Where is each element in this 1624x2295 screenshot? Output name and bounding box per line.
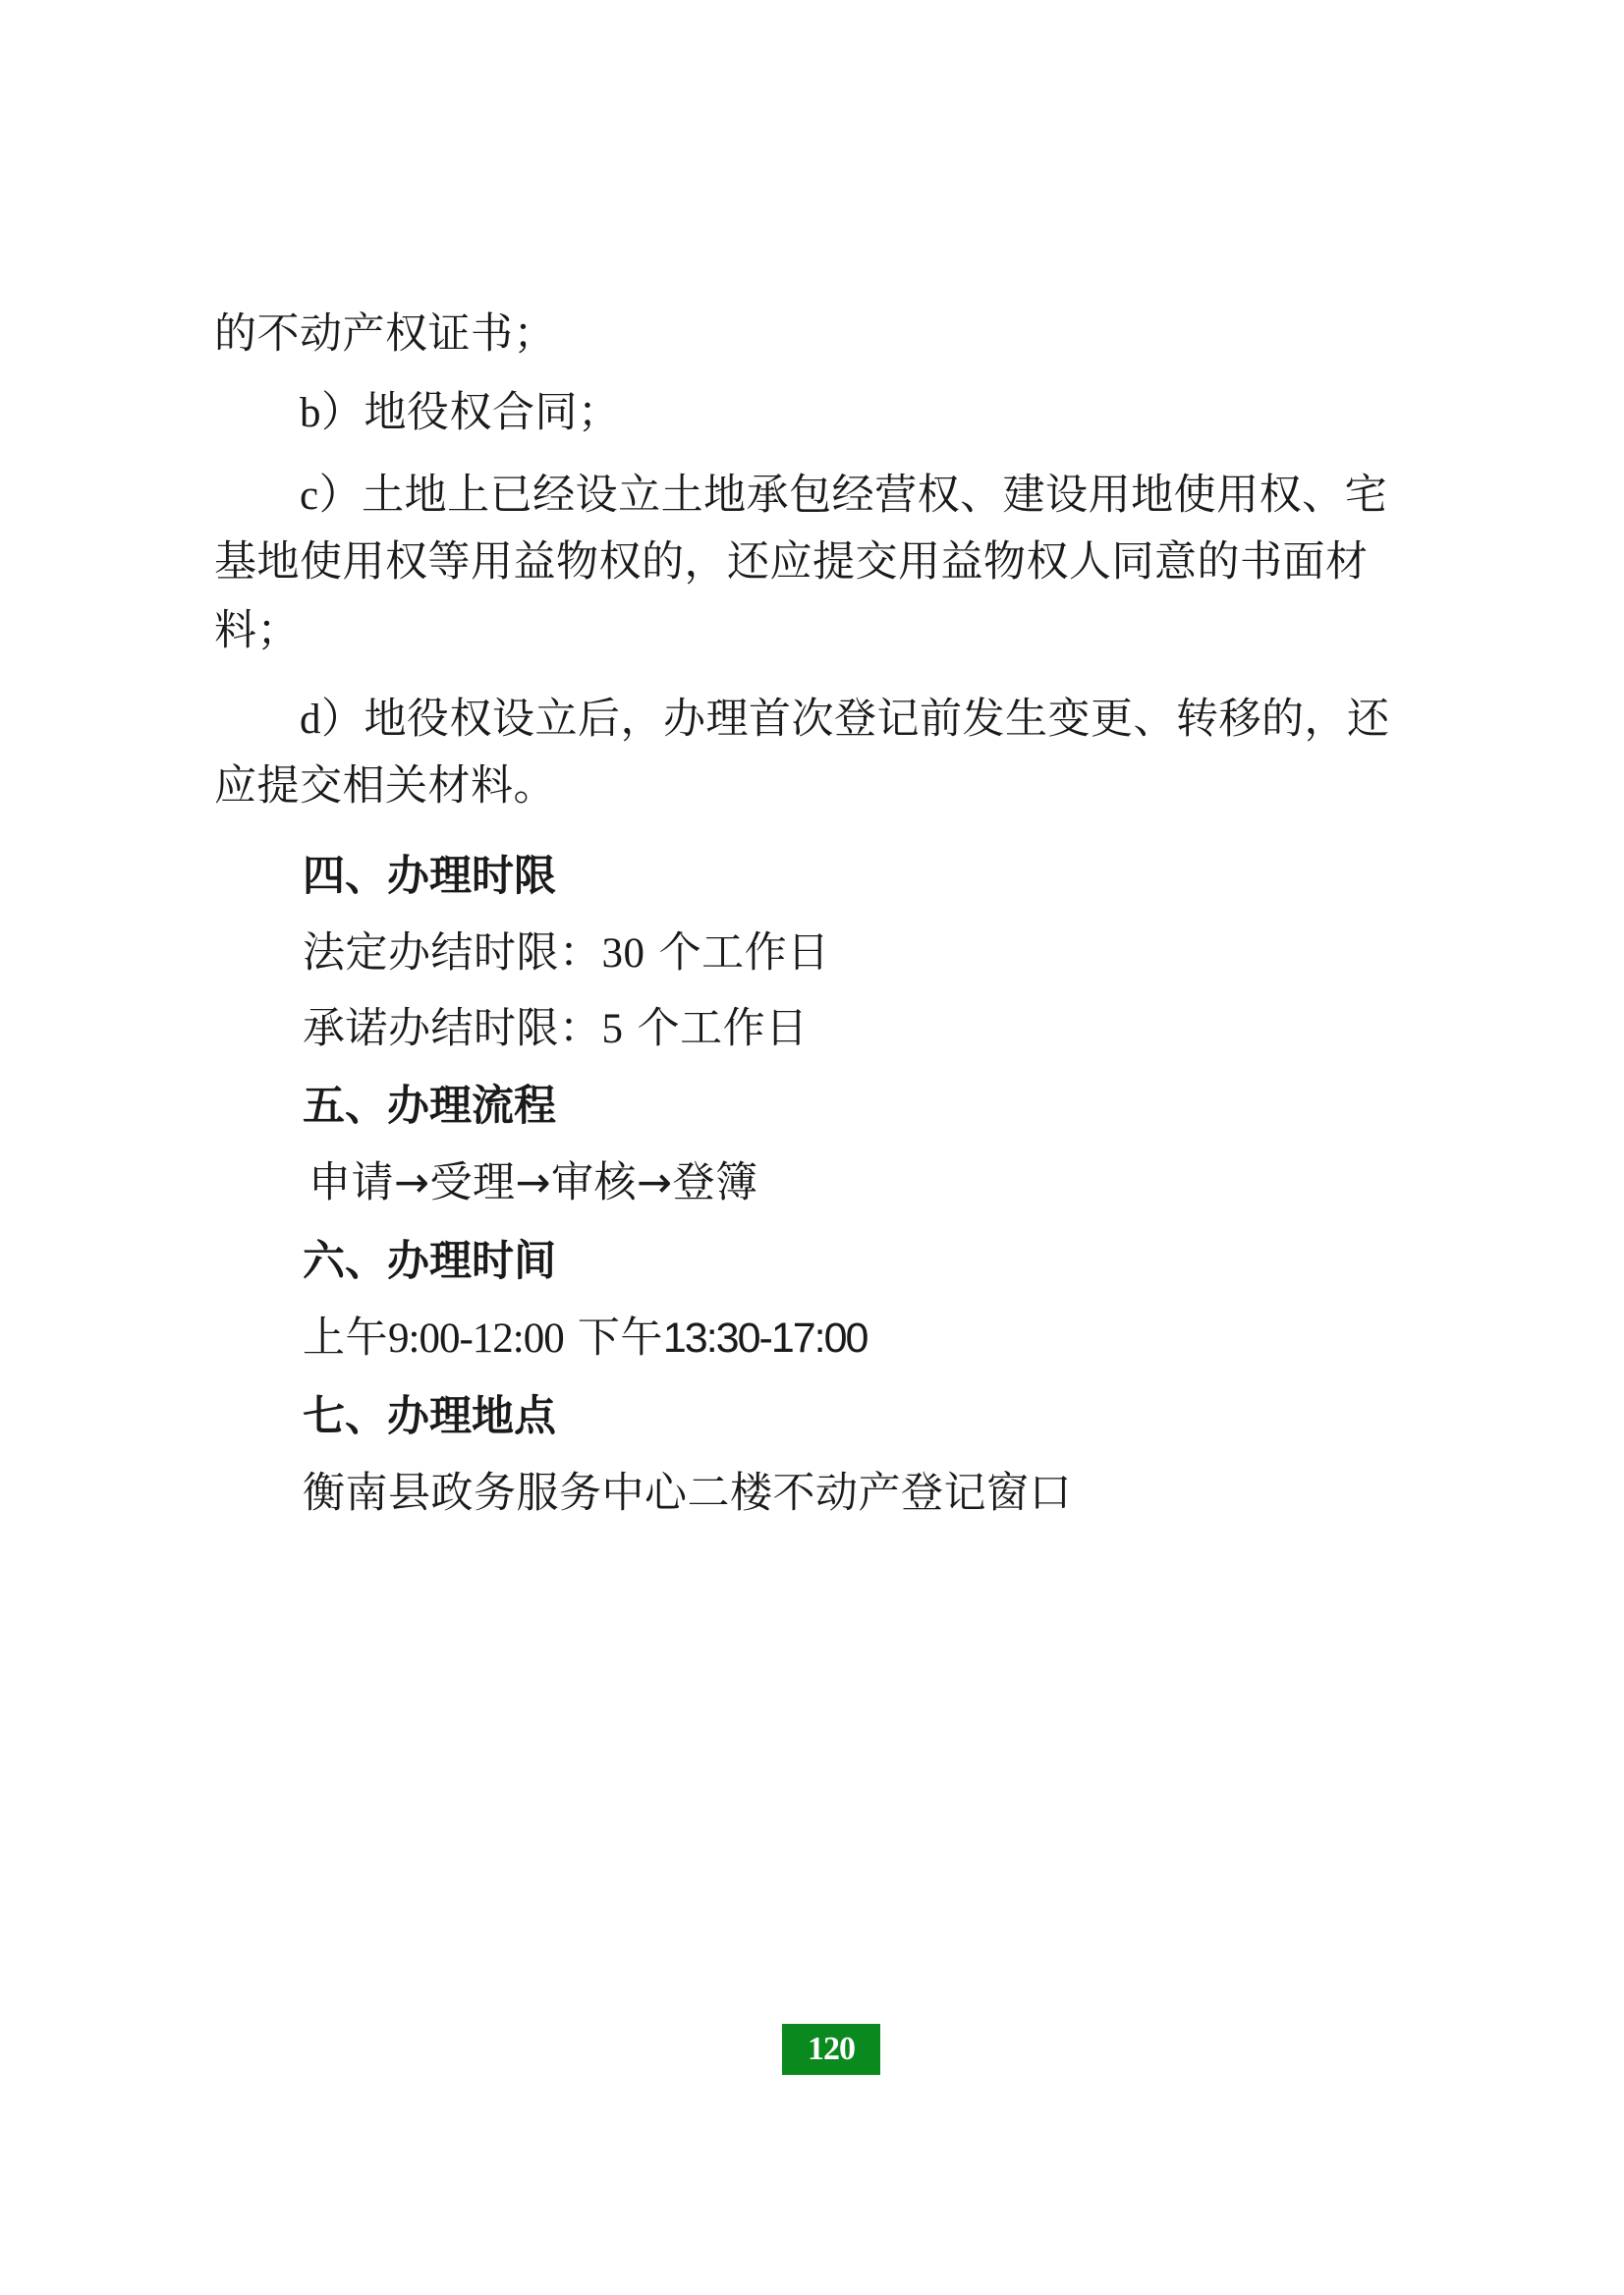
promised-limit-unit: 个工作日 — [623, 1004, 809, 1053]
legal-time-limit — [303, 927, 830, 980]
paragraph-line — [214, 536, 1369, 588]
pm-time: 13:30-17:00 — [662, 1315, 868, 1362]
page-number-badge: 120 — [782, 2024, 880, 2075]
pm-label: 下午 — [563, 1314, 663, 1363]
text-line: 料； — [214, 606, 300, 655]
list-marker: c） — [300, 473, 363, 519]
legal-limit-unit: 个工作日 — [644, 928, 830, 978]
list-marker: d） — [300, 697, 364, 743]
am-time: 9:00-12:00 — [388, 1315, 564, 1362]
promised-limit-label: 承诺办结时限： — [303, 1004, 602, 1053]
text-line: 土地上已经设立土地承包经营权、建设用地使用权、宅 — [362, 471, 1388, 520]
list-item-c — [300, 470, 1387, 522]
section-heading-time-limit: 四、办理时限 — [303, 852, 556, 901]
text-line: 地役权合同； — [364, 388, 621, 437]
paragraph-line — [214, 605, 300, 656]
section-heading-process: 五、办理流程 — [303, 1082, 556, 1131]
office-address: 衡南县政务服务中心二楼不动产登记窗口 — [303, 1469, 1072, 1518]
legal-limit-number: 30 — [601, 930, 645, 977]
section-heading-location: 七、办理地点 — [303, 1392, 556, 1441]
paragraph-line — [214, 308, 556, 360]
list-item-b — [300, 387, 621, 439]
text-line: 应提交相关材料。 — [214, 761, 556, 811]
text-line: 地役权设立后，办理首次登记前发生变更、转移的，还 — [364, 695, 1390, 744]
office-hours — [303, 1313, 867, 1365]
paragraph-line — [214, 760, 556, 812]
list-item-d — [300, 694, 1390, 746]
legal-limit-label: 法定办结时限： — [303, 928, 602, 978]
text-line: 基地使用权等用益物权的，还应提交用益物权人同意的书面材 — [214, 537, 1369, 587]
text-line: 的不动产权证书； — [214, 309, 556, 359]
promised-time-limit — [303, 1003, 809, 1055]
am-label: 上午 — [303, 1314, 388, 1363]
section-heading-hours: 六、办理时间 — [303, 1237, 556, 1286]
promised-limit-number: 5 — [601, 1006, 624, 1052]
list-marker: b） — [300, 390, 364, 436]
process-flow: 申请→受理→审核→登簿 — [308, 1158, 758, 1207]
